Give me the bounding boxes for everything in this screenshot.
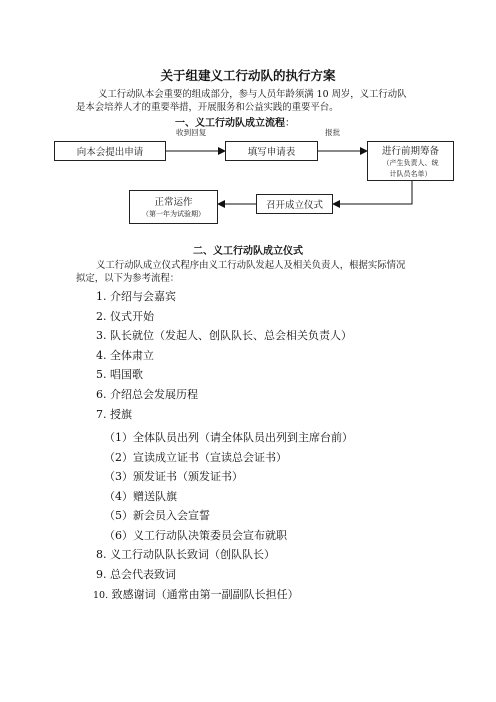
section-2-paragraph-line-1: 义工行动队成立仪式程序由义工行动队发起人及相关负责人，根据实际情况 bbox=[96, 260, 406, 271]
step-item bbox=[93, 586, 299, 602]
sub-step-number: （5） bbox=[104, 509, 133, 522]
flowchart-connectors bbox=[0, 0, 496, 240]
flow-box-operate-label: 正常运作 bbox=[154, 197, 193, 208]
flow-box-ceremony bbox=[256, 194, 333, 214]
sub-step-item bbox=[104, 449, 287, 465]
intro-line-2: 是本会培养人才的重要举措，开展服务和公益实践的重要平台。 bbox=[76, 102, 339, 113]
step-number: 4. bbox=[96, 349, 107, 362]
step-text: 总会代表致词 bbox=[110, 568, 176, 581]
step-number: 5. bbox=[96, 368, 107, 381]
step-item bbox=[96, 386, 198, 402]
step-item bbox=[96, 406, 132, 422]
flow-box-fill-form-label: 填写申请表 bbox=[247, 147, 296, 158]
step-number: 1. bbox=[96, 290, 107, 303]
step-item bbox=[96, 366, 143, 382]
step-text: 介绍总会发展历程 bbox=[110, 388, 198, 401]
step-number: 10. bbox=[93, 590, 109, 601]
section-2-heading: 二、义工行动队成立仪式 bbox=[193, 246, 303, 257]
document-title: 关于组建义工行动队的执行方案 bbox=[160, 68, 336, 83]
flow-box-prep-label: 进行前期筹备 bbox=[381, 145, 439, 157]
sub-step-number: （1） bbox=[104, 431, 133, 444]
step-text: 唱国歌 bbox=[110, 368, 143, 381]
step-text: 全体肃立 bbox=[110, 349, 154, 362]
sub-step-item bbox=[104, 429, 353, 445]
step-item bbox=[96, 288, 176, 304]
sub-step-text: 义工行动队决策委员会宣布就职 bbox=[133, 529, 287, 542]
sub-step-text: 宣读成立证书（宣读总会证书） bbox=[133, 451, 287, 464]
sub-step-text: 新会员入会宣誓 bbox=[133, 509, 210, 522]
flow-box-apply-label: 向本会提出申请 bbox=[76, 147, 144, 158]
step-text: 仪式开始 bbox=[110, 310, 154, 323]
step-text: 义工行动队队长致词（创队队长） bbox=[110, 548, 275, 561]
label-report: 报批 bbox=[325, 128, 341, 137]
step-number: 3. bbox=[96, 329, 107, 342]
sub-step-text: 全体队员出列（请全体队员出列到主席台前） bbox=[133, 431, 353, 444]
flow-box-fill-form bbox=[225, 141, 318, 161]
step-item bbox=[96, 327, 352, 343]
arrow-prep-to-ceremony bbox=[333, 180, 412, 204]
step-number: 9. bbox=[96, 568, 107, 581]
flow-box-prep bbox=[367, 141, 454, 181]
section-1-heading-colon: ： bbox=[285, 118, 295, 129]
sub-step-number: （4） bbox=[104, 490, 133, 503]
flow-box-ceremony-label: 召开成立仪式 bbox=[265, 200, 323, 211]
step-item bbox=[96, 546, 275, 562]
step-text: 队长就位（发起人、创队队长、总会相关负责人） bbox=[110, 329, 352, 342]
step-text: 介绍与会嘉宾 bbox=[110, 290, 176, 303]
sub-step-item bbox=[104, 527, 287, 543]
flow-box-operate-note: （第一年为试验期） bbox=[142, 210, 205, 218]
sub-step-item bbox=[104, 507, 210, 523]
sub-step-text: 颁发证书（颁发证书） bbox=[133, 470, 243, 483]
sub-step-text: 赠送队旗 bbox=[133, 490, 177, 503]
section-1-heading-text: 一、义工行动队成立流程 bbox=[175, 118, 285, 129]
sub-step-number: （3） bbox=[104, 470, 133, 483]
intro-line-1: 义工行动队本会重要的组成部分，参与人员年龄须满 10 周岁，义工行动队 bbox=[98, 89, 407, 100]
step-item bbox=[96, 347, 154, 363]
step-number: 2. bbox=[96, 310, 107, 323]
step-number: 6. bbox=[96, 388, 107, 401]
section-2-paragraph-line-2: 拟定，以下为参考流程： bbox=[76, 273, 180, 284]
sub-step-number: （2） bbox=[104, 451, 133, 464]
step-text: 致感谢词（通常由第一副副队长担任） bbox=[111, 588, 299, 601]
step-text: 授旗 bbox=[110, 408, 132, 421]
sub-step-item bbox=[104, 488, 177, 504]
flow-box-operate bbox=[129, 190, 218, 224]
flow-box-prep-note: （产生负责人、统计队员名单） bbox=[382, 158, 439, 178]
step-item bbox=[96, 308, 154, 324]
step-item bbox=[96, 566, 176, 582]
step-number: 7. bbox=[96, 408, 107, 421]
sub-step-number: （6） bbox=[104, 529, 133, 542]
flow-box-apply bbox=[54, 141, 166, 161]
label-receive-reply: 收到回复 bbox=[176, 128, 207, 137]
sub-step-item bbox=[104, 468, 243, 484]
step-number: 8. bbox=[96, 548, 107, 561]
